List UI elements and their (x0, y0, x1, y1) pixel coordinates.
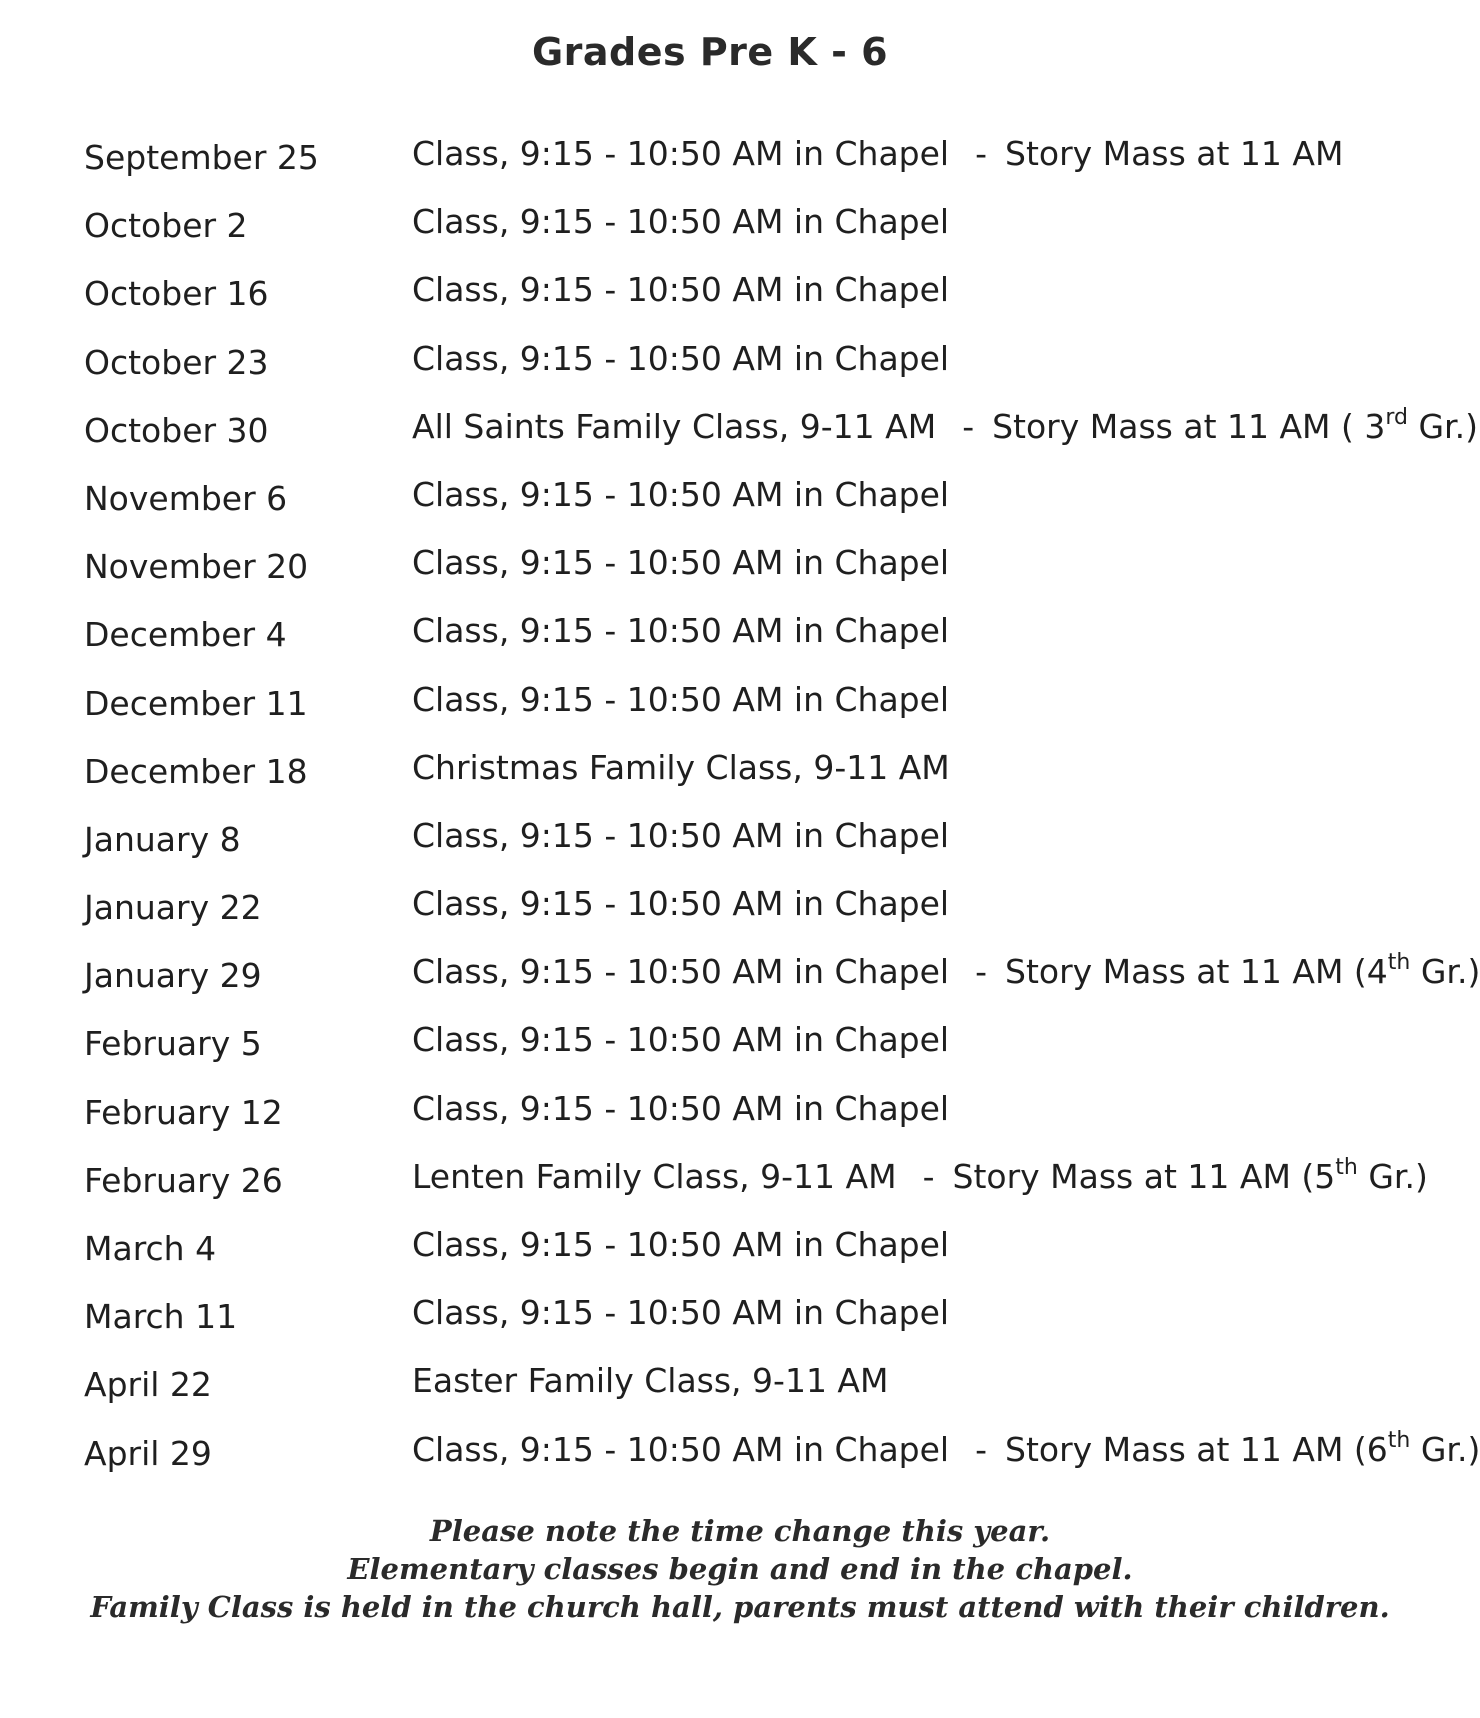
schedule-row (84, 338, 1424, 411)
schedule-description (412, 816, 949, 856)
schedule-description (412, 1089, 949, 1129)
schedule-date: January 29 (84, 956, 262, 996)
schedule-note: Story Mass at 11 AM (6 (1005, 1429, 1388, 1469)
schedule-row (84, 679, 1424, 752)
schedule-description (412, 404, 1478, 447)
schedule-description (412, 680, 949, 720)
schedule-row (84, 474, 1424, 547)
schedule-list (84, 134, 1480, 1502)
schedule-note: Story Mass at 11 AM (5 (952, 1156, 1336, 1196)
schedule-note: Story Mass at 11 AM (4 (1005, 952, 1388, 992)
schedule-activity: Class, 9:15 - 10:50 AM in Chapel (412, 611, 950, 651)
schedule-description (412, 952, 1480, 992)
schedule-description (412, 134, 1343, 174)
schedule-row (84, 884, 1424, 956)
schedule-row (84, 134, 1424, 206)
schedule-row (84, 270, 1424, 342)
schedule-note-suffix: Gr.) (1410, 1429, 1480, 1469)
schedule-row (84, 611, 1424, 683)
schedule-note-ordinal: th (1335, 1154, 1358, 1180)
schedule-row (84, 747, 1424, 820)
schedule-separator: - (975, 1429, 988, 1469)
schedule-row (84, 950, 1480, 1024)
footer-notes (0, 1512, 1480, 1626)
schedule-row (84, 404, 1478, 479)
schedule-activity: Christmas Family Class, 9-11 AM (412, 747, 950, 787)
schedule-activity: Lenten Family Class, 9-11 AM (412, 1156, 897, 1196)
schedule-note-suffix: Gr.) (1357, 1156, 1428, 1196)
schedule-activity: All Saints Family Class, 9-11 AM (412, 406, 937, 446)
schedule-date: October 2 (84, 206, 248, 246)
page-title: Grades Pre K - 6 (531, 30, 889, 74)
schedule-note-ordinal: th (1387, 950, 1411, 976)
schedule-date: March 11 (84, 1297, 238, 1337)
schedule-date: December 18 (84, 751, 308, 791)
footer-note-chapel: Elementary classes begin and end in the chapel. (347, 1552, 1133, 1586)
schedule-note: Story Mass at 11 AM (1005, 134, 1344, 173)
schedule-date: February 5 (84, 1024, 262, 1064)
footer-note-time-change: Please note the time change this year. (429, 1514, 1051, 1548)
schedule-date: March 4 (84, 1229, 217, 1268)
schedule-description (412, 270, 949, 310)
schedule-activity: Class, 9:15 - 10:50 AM in Chapel (412, 474, 950, 514)
schedule-activity: Class, 9:15 - 10:50 AM in Chapel (412, 952, 950, 992)
schedule-note: Story Mass at 11 AM ( 3 (992, 406, 1386, 446)
schedule-row (84, 815, 1424, 888)
schedule-date: December 11 (84, 683, 308, 723)
schedule-activity: Easter Family Class, 9-11 AM (412, 1361, 889, 1401)
footer-note-family-class: Family Class is held in the church hall, parents must attend with their children. (90, 1590, 1390, 1624)
schedule-date: April 22 (84, 1365, 212, 1405)
schedule-row (84, 1427, 1480, 1502)
schedule-activity: Class, 9:15 - 10:50 AM in Chapel (412, 1088, 950, 1128)
schedule-description (412, 748, 950, 788)
schedule-note-suffix: Gr.) (1408, 406, 1478, 446)
schedule-date: October 23 (84, 342, 269, 382)
schedule-activity: Class, 9:15 - 10:50 AM in Chapel (412, 1020, 950, 1060)
schedule-activity: Class, 9:15 - 10:50 AM in Chapel (412, 338, 950, 378)
schedule-description (412, 202, 949, 242)
schedule-note-suffix: Gr.) (1410, 952, 1480, 992)
schedule-activity: Class, 9:15 - 10:50 AM in Chapel (412, 202, 950, 242)
schedule-date: April 29 (84, 1433, 212, 1473)
schedule-date: November 6 (84, 478, 288, 518)
schedule-separator: - (922, 1156, 935, 1196)
schedule-description (412, 475, 949, 515)
schedule-date: February 26 (84, 1160, 283, 1200)
schedule-activity: Class, 9:15 - 10:50 AM in Chapel (412, 543, 950, 583)
schedule-activity: Class, 9:15 - 10:50 AM in Chapel (412, 134, 950, 173)
schedule-description (412, 1154, 1428, 1197)
schedule-date: September 25 (84, 138, 319, 177)
schedule-activity: Class, 9:15 - 10:50 AM in Chapel (412, 815, 950, 855)
schedule-date: October 30 (84, 410, 269, 450)
schedule-row (84, 1293, 1424, 1365)
schedule-activity: Class, 9:15 - 10:50 AM in Chapel (412, 1429, 950, 1469)
schedule-description (412, 1427, 1480, 1470)
schedule-date: November 20 (84, 547, 309, 587)
schedule-description (412, 1361, 888, 1401)
schedule-row (84, 1225, 1424, 1297)
schedule-note-ordinal: rd (1385, 404, 1408, 430)
schedule-activity: Class, 9:15 - 10:50 AM in Chapel (412, 1293, 950, 1333)
schedule-separator: - (975, 952, 988, 992)
schedule-activity: Class, 9:15 - 10:50 AM in Chapel (412, 1225, 950, 1264)
schedule-row (84, 543, 1424, 615)
schedule-date: October 16 (84, 274, 269, 314)
schedule-row (84, 1020, 1424, 1092)
schedule-row (84, 202, 1424, 274)
schedule-date: January 22 (84, 888, 262, 928)
schedule-date: December 4 (84, 615, 287, 655)
schedule-date: February 12 (84, 1092, 283, 1132)
schedule-date: January 8 (84, 819, 241, 859)
schedule-row (84, 1088, 1424, 1161)
schedule-row (84, 1154, 1428, 1229)
schedule-description (412, 1225, 949, 1265)
schedule-description (412, 884, 949, 924)
schedule-activity: Class, 9:15 - 10:50 AM in Chapel (412, 884, 950, 924)
schedule-description (412, 1293, 949, 1333)
schedule-description (412, 339, 949, 379)
schedule-row (84, 1361, 1424, 1433)
schedule-description (412, 543, 949, 583)
schedule-description (412, 1020, 949, 1060)
schedule-note-ordinal: th (1387, 1427, 1411, 1453)
schedule-activity: Class, 9:15 - 10:50 AM in Chapel (412, 270, 950, 310)
schedule-activity: Class, 9:15 - 10:50 AM in Chapel (412, 679, 950, 719)
schedule-separator: - (962, 406, 975, 446)
schedule-separator: - (975, 134, 988, 173)
schedule-description (412, 611, 949, 651)
